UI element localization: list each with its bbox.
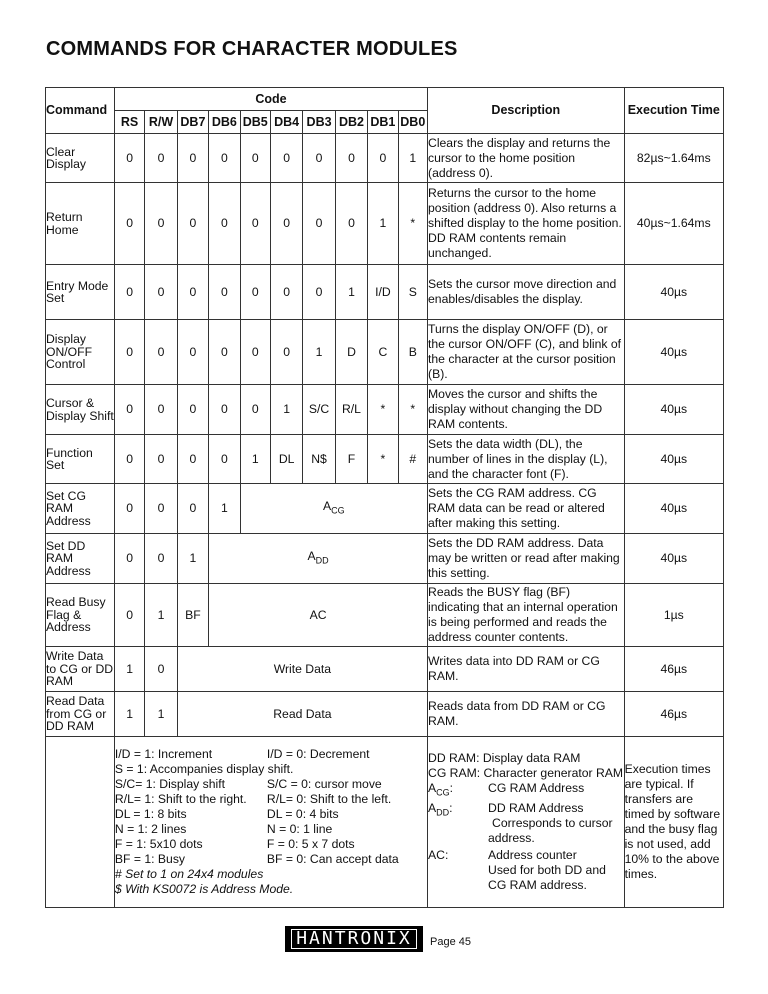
def-key-sub: CG (436, 787, 450, 798)
legend-set: S = 1: Accompanies display shift. (114, 762, 294, 776)
execution-note: Execution times are typical. If transfers are timed by software and the busy flag is not used, add 10% to the above times. (624, 737, 723, 908)
bit-value: 0 (368, 134, 398, 183)
bit-value: 1 (114, 692, 144, 737)
bit-header: DB6 (209, 111, 240, 134)
definitions-cell (428, 737, 625, 908)
command-description: Sets the DD RAM address. Data may be written or read after making this setting. (428, 534, 625, 584)
bit-value: 0 (240, 385, 270, 435)
bit-value: 0 (177, 183, 208, 265)
bit-value: 1 (145, 584, 177, 647)
command-name: Set DD RAM Address (46, 534, 115, 584)
execution-time: 1µs (624, 584, 723, 647)
footnote-hash: # Set to 1 on 24x4 modules (114, 867, 264, 881)
bit-header: DB4 (270, 111, 302, 134)
execution-time: 46µs (624, 647, 723, 692)
legend-line (115, 762, 427, 777)
address-field (240, 484, 427, 534)
def-dd-ram: DD RAM: Display data RAM (428, 751, 581, 766)
bit-value: 0 (145, 320, 177, 385)
def-key-main: A (428, 781, 437, 796)
command-name: Read Busy Flag & Address (46, 584, 115, 647)
bit-value: 0 (114, 134, 144, 183)
bit-header: DB2 (335, 111, 367, 134)
bit-value: 0 (209, 435, 240, 484)
bit-value: 0 (209, 385, 240, 435)
bit-value: 0 (177, 484, 208, 534)
bit-value: 0 (177, 435, 208, 484)
bit-value: 0 (240, 320, 270, 385)
bit-value: 0 (335, 134, 367, 183)
def-add-value (488, 801, 624, 846)
command-name: Entry Mode Set (46, 265, 115, 320)
legend-empty-cell (46, 737, 115, 908)
logo-text: HANTRONIX (291, 929, 417, 949)
legend-set: DL = 1: 8 bits (114, 807, 187, 821)
bit-value: 0 (114, 320, 144, 385)
bit-value: R/L (335, 385, 367, 435)
bit-value: F (335, 435, 367, 484)
execution-time: 40µs (624, 265, 723, 320)
bit-value: 0 (114, 385, 144, 435)
bit-value: * (368, 435, 398, 484)
bit-value: D (335, 320, 367, 385)
command-name: Read Data from CG or DD RAM (46, 692, 115, 737)
bit-header: R/W (145, 111, 177, 134)
bit-value: 0 (240, 265, 270, 320)
execution-time: 40µs (624, 484, 723, 534)
command-description: Returns the cursor to the home position (address 0). Also returns a shifted display to the home position. DD RAM contents remain unchanged. (428, 183, 625, 265)
table-row (46, 584, 724, 647)
def-key-colon: : (449, 781, 454, 796)
def-add (428, 801, 624, 846)
bit-value: 1 (145, 692, 177, 737)
bit-header: DB0 (398, 111, 427, 134)
bit-value: 0 (145, 534, 177, 584)
legend-line (115, 807, 427, 822)
legend-set: I/D = 1: Increment (114, 747, 213, 761)
def-add-key (428, 801, 488, 846)
bit-value: 0 (303, 183, 335, 265)
command-name: Function Set (46, 435, 115, 484)
description-header: Description (428, 88, 625, 134)
bit-value: 0 (270, 320, 302, 385)
def-cg-ram: CG RAM: Character generator RAM (428, 766, 624, 781)
bit-value: 0 (114, 484, 144, 534)
bit-header: DB1 (368, 111, 398, 134)
legend-set: BF = 1: Busy (114, 852, 186, 866)
table-row (46, 484, 724, 534)
bit-value: 0 (114, 183, 144, 265)
bit-value: * (368, 385, 398, 435)
bit-value: C (368, 320, 398, 385)
legend-row (46, 737, 724, 908)
table-row (46, 435, 724, 484)
bit-value: 0 (114, 584, 144, 647)
bit-value: 0 (270, 183, 302, 265)
bit-value: 0 (145, 265, 177, 320)
address-field: AC (209, 584, 428, 647)
bit-value: 1 (240, 435, 270, 484)
bit-value: 0 (145, 385, 177, 435)
def-ac-key: AC: (428, 847, 449, 862)
bit-value: # (398, 435, 427, 484)
page-title: COMMANDS FOR CHARACTER MODULES (46, 38, 458, 60)
legend-line (115, 777, 427, 792)
command-description: Sets the cursor move direction and enables/disables the display. (428, 265, 625, 320)
command-description: Reads data from DD RAM or CG RAM. (428, 692, 625, 737)
bit-header: DB3 (303, 111, 335, 134)
bit-value: 1 (335, 265, 367, 320)
table-row (46, 534, 724, 584)
bit-value: 0 (114, 534, 144, 584)
def-key-sub: DD (436, 807, 450, 818)
legend-clear: I/D = 0: Decrement (266, 747, 370, 761)
bit-value: S (398, 265, 427, 320)
bit-value: 0 (270, 265, 302, 320)
legend-set: F = 1: 5x10 dots (114, 837, 203, 851)
bit-value: 1 (368, 183, 398, 265)
def-key-colon: : (449, 800, 453, 815)
legend-line (115, 747, 427, 762)
bit-value: 0 (303, 134, 335, 183)
def-ac (428, 848, 624, 893)
bit-value: 0 (114, 435, 144, 484)
command-name: Write Data to CG or DD RAM (46, 647, 115, 692)
def-add-value-line: Corresponds to cursor address. (488, 815, 613, 845)
legend-clear: BF = 0: Can accept data (266, 852, 399, 866)
def-acg (428, 781, 624, 800)
bit-value: 0 (177, 134, 208, 183)
legend-line (115, 837, 427, 852)
execution-time: 40µs (624, 534, 723, 584)
bit-header: DB7 (177, 111, 208, 134)
def-acg-key (428, 781, 488, 800)
legend-line (115, 852, 427, 867)
command-name: Clear Display (46, 134, 115, 183)
footnote-dollar: $ With KS0072 is Address Mode. (114, 882, 294, 896)
bit-value: * (398, 183, 427, 265)
bit-header: DB5 (240, 111, 270, 134)
def-ac-value (488, 848, 624, 893)
execution-time: 40µs~1.64ms (624, 183, 723, 265)
data-field: Read Data (177, 692, 427, 737)
legend-clear: S/C = 0: cursor move (266, 777, 382, 791)
def-ac-value-line: Address counter (488, 847, 577, 862)
execution-header: Execution Time (624, 88, 723, 134)
command-header: Command (46, 88, 115, 134)
execution-time: 46µs (624, 692, 723, 737)
bit-value: 0 (114, 265, 144, 320)
legend-set: R/L= 1: Shift to the right. (114, 792, 247, 806)
bit-value: * (398, 385, 427, 435)
legend-set: S/C= 1: Display shift (114, 777, 225, 791)
command-description: Sets the data width (DL), the number of lines in the display (L), and the character font (F). (428, 435, 625, 484)
commands-table (45, 87, 724, 908)
execution-time: 40µs (624, 320, 723, 385)
execution-time: 82µs~1.64ms (624, 134, 723, 183)
legend-line (115, 792, 427, 807)
bit-value: 0 (145, 484, 177, 534)
table-row (46, 265, 724, 320)
legend-clear: R/L= 0: Shift to the left. (266, 792, 392, 806)
code-header: Code (114, 88, 427, 111)
page-number: Page 45 (430, 936, 471, 948)
bit-value: 0 (145, 435, 177, 484)
bit-value: I/D (368, 265, 398, 320)
bit-value: 0 (145, 647, 177, 692)
bit-value: DL (270, 435, 302, 484)
address-field (209, 534, 428, 584)
address-subscript: CG (331, 505, 345, 516)
bit-value: S/C (303, 385, 335, 435)
command-name: Display ON/OFF Control (46, 320, 115, 385)
bit-value: 1 (114, 647, 144, 692)
bit-value: 0 (240, 134, 270, 183)
table-row (46, 692, 724, 737)
def-add-value-line: DD RAM Address (488, 800, 584, 815)
command-name: Cursor & Display Shift (46, 385, 115, 435)
bit-value: 0 (177, 320, 208, 385)
command-description: Clears the display and returns the cursor to the home position (address 0). (428, 134, 625, 183)
bit-value: 1 (209, 484, 240, 534)
bit-value: 1 (177, 534, 208, 584)
bit-value: 0 (209, 134, 240, 183)
bit-value: 0 (145, 183, 177, 265)
legend-clear: N = 0: 1 line (266, 822, 333, 836)
bit-value: B (398, 320, 427, 385)
legend-clear: DL = 0: 4 bits (266, 807, 339, 821)
command-description: Reads the BUSY flag (BF) indicating that an internal operation is being performed and reads the address counter contents. (428, 584, 625, 647)
command-description: Moves the cursor and shifts the display without changing the DD RAM contents. (428, 385, 625, 435)
table-row (46, 183, 724, 265)
def-acg-value: CG RAM Address (488, 781, 585, 796)
bit-value: 1 (270, 385, 302, 435)
command-description: Writes data into DD RAM or CG RAM. (428, 647, 625, 692)
execution-time: 40µs (624, 385, 723, 435)
bit-value: N$ (303, 435, 335, 484)
table-row (46, 134, 724, 183)
bit-value: 1 (303, 320, 335, 385)
bit-value: 1 (398, 134, 427, 183)
bit-value: 0 (145, 134, 177, 183)
command-description: Sets the CG RAM address. CG RAM data can be read or altered after making this setting. (428, 484, 625, 534)
bit-value: 0 (177, 265, 208, 320)
bit-value: 0 (209, 320, 240, 385)
command-name: Return Home (46, 183, 115, 265)
bit-value: 0 (209, 183, 240, 265)
legend-set: N = 1: 2 lines (114, 822, 187, 836)
bit-value: 0 (270, 134, 302, 183)
bit-value: 0 (303, 265, 335, 320)
command-name: Set CG RAM Address (46, 484, 115, 534)
address-symbol: A (322, 498, 332, 513)
table-row (46, 385, 724, 435)
hantronix-logo (285, 926, 423, 952)
bit-value: 0 (240, 183, 270, 265)
address-subscript: DD (315, 555, 329, 566)
legend-line (115, 822, 427, 837)
bit-value: BF (177, 584, 208, 647)
table-row (46, 320, 724, 385)
legend-clear: F = 0: 5 x 7 dots (266, 837, 355, 851)
bit-value: 0 (209, 265, 240, 320)
bit-value: 0 (177, 385, 208, 435)
legend-cell (114, 737, 427, 908)
data-field: Write Data (177, 647, 427, 692)
execution-time: 40µs (624, 435, 723, 484)
def-key-main: A (428, 800, 437, 815)
table-row (46, 647, 724, 692)
def-ac-value-line: Used for both DD and CG RAM address. (488, 862, 606, 892)
bit-header: RS (114, 111, 144, 134)
command-description: Turns the display ON/OFF (D), or the cursor ON/OFF (C), and blink of the character at the cursor position (B). (428, 320, 625, 385)
bit-value: 0 (335, 183, 367, 265)
address-symbol: A (307, 548, 316, 563)
